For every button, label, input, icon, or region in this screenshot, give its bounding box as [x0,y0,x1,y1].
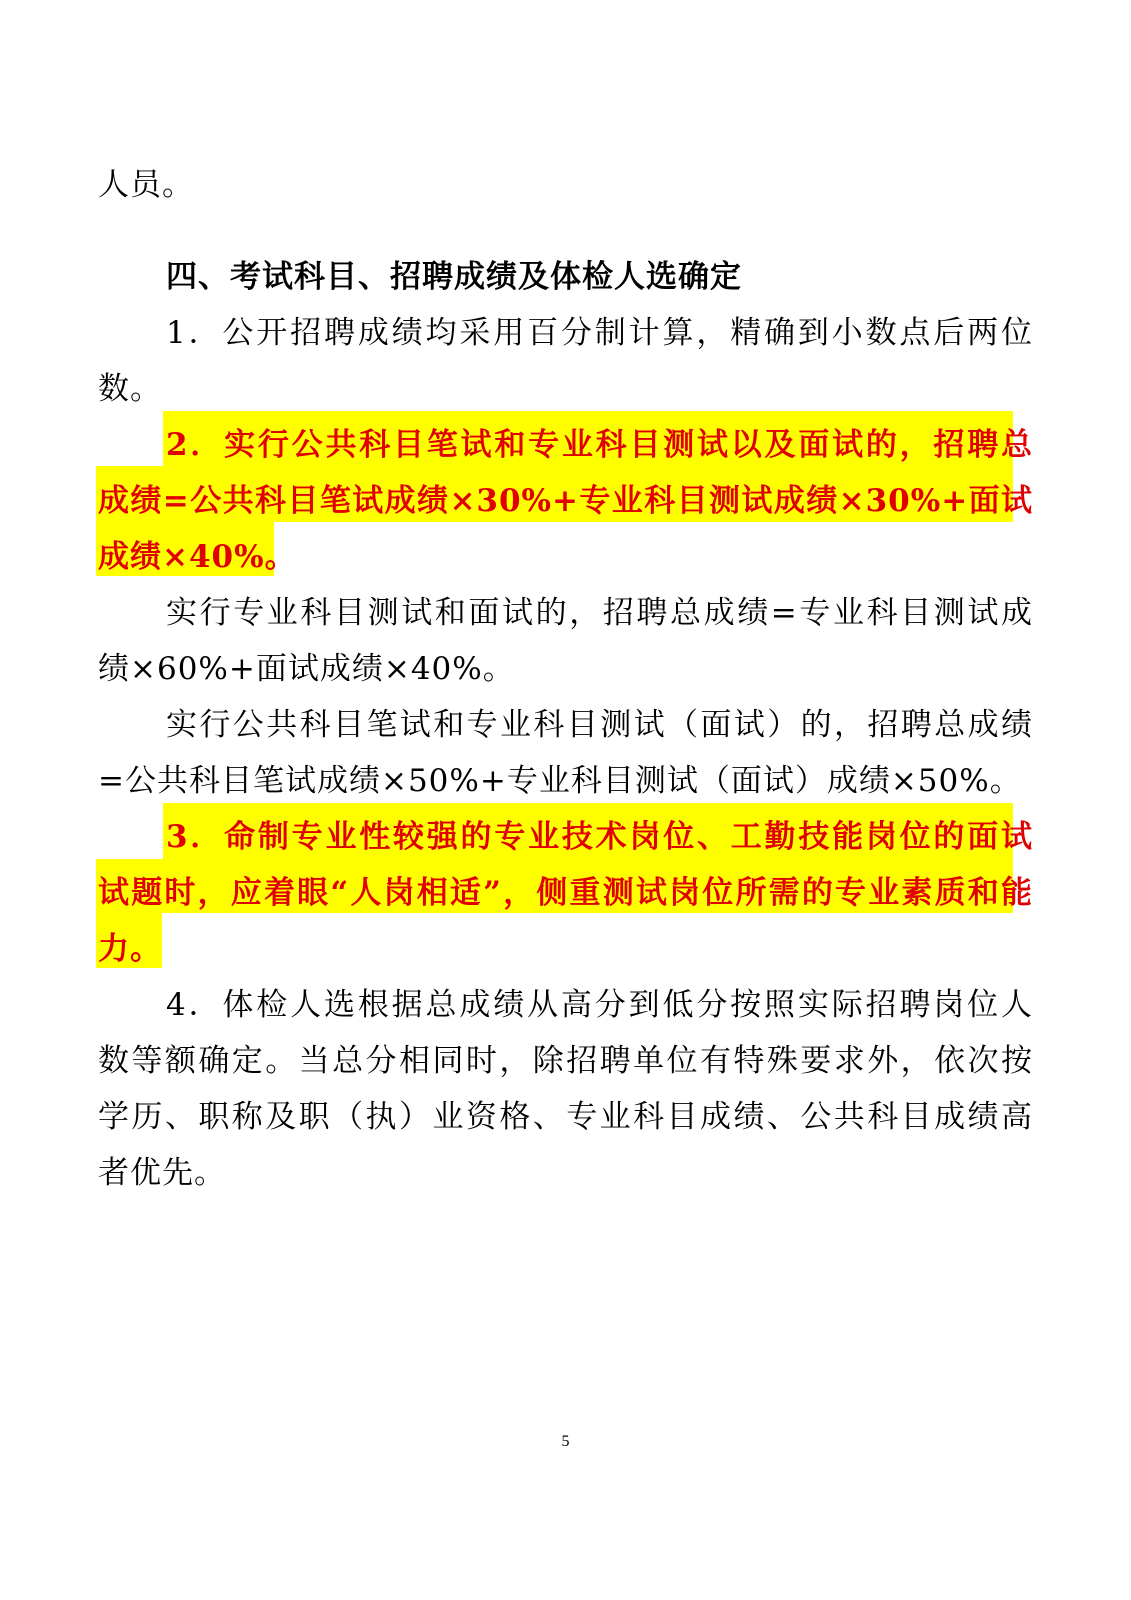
paragraph-line: 数。 [98,371,162,407]
paragraph-line: 实行公共科目笔试和专业科目测试（面试）的，招聘总成绩 [166,707,1033,743]
highlighted-line: 3．命制专业性较强的专业技术岗位、工勤技能岗位的面试 [166,819,1033,855]
paragraph-line: 实行专业科目测试和面试的，招聘总成绩=专业科目测试成 [166,595,1033,631]
paragraph-line: 学历、职称及职（执）业资格、专业科目成绩、公共科目成绩高 [98,1099,1033,1135]
paragraph-line: 绩×60%+面试成绩×40%。 [98,651,515,687]
section-heading: 四、考试科目、招聘成绩及体检人选确定 [166,259,742,295]
highlighted-line: 成绩×40%。 [98,539,297,575]
paragraph-line: 人员。 [98,167,194,203]
paragraph-line: 数等额确定。当总分相同时，除招聘单位有特殊要求外，依次按 [98,1043,1033,1079]
page-number: 5 [561,1433,570,1450]
highlighted-line: 力。 [98,931,162,967]
paragraph-line: 4．体检人选根据总成绩从高分到低分按照实际招聘岗位人 [166,987,1033,1023]
paragraph-line: =公共科目笔试成绩×50%+专业科目测试（面试）成绩×50%。 [98,763,1022,799]
highlighted-line: 成绩=公共科目笔试成绩×30%+专业科目测试成绩×30%+面试 [98,483,1033,519]
paragraph-line: 者优先。 [98,1155,226,1191]
paragraph-line: 1．公开招聘成绩均采用百分制计算，精确到小数点后两位 [166,315,1033,351]
highlighted-line: 试题时，应着眼“人岗相适”，侧重测试岗位所需的专业素质和能 [98,875,1033,911]
highlighted-line: 2．实行公共科目笔试和专业科目测试以及面试的，招聘总 [166,427,1033,463]
